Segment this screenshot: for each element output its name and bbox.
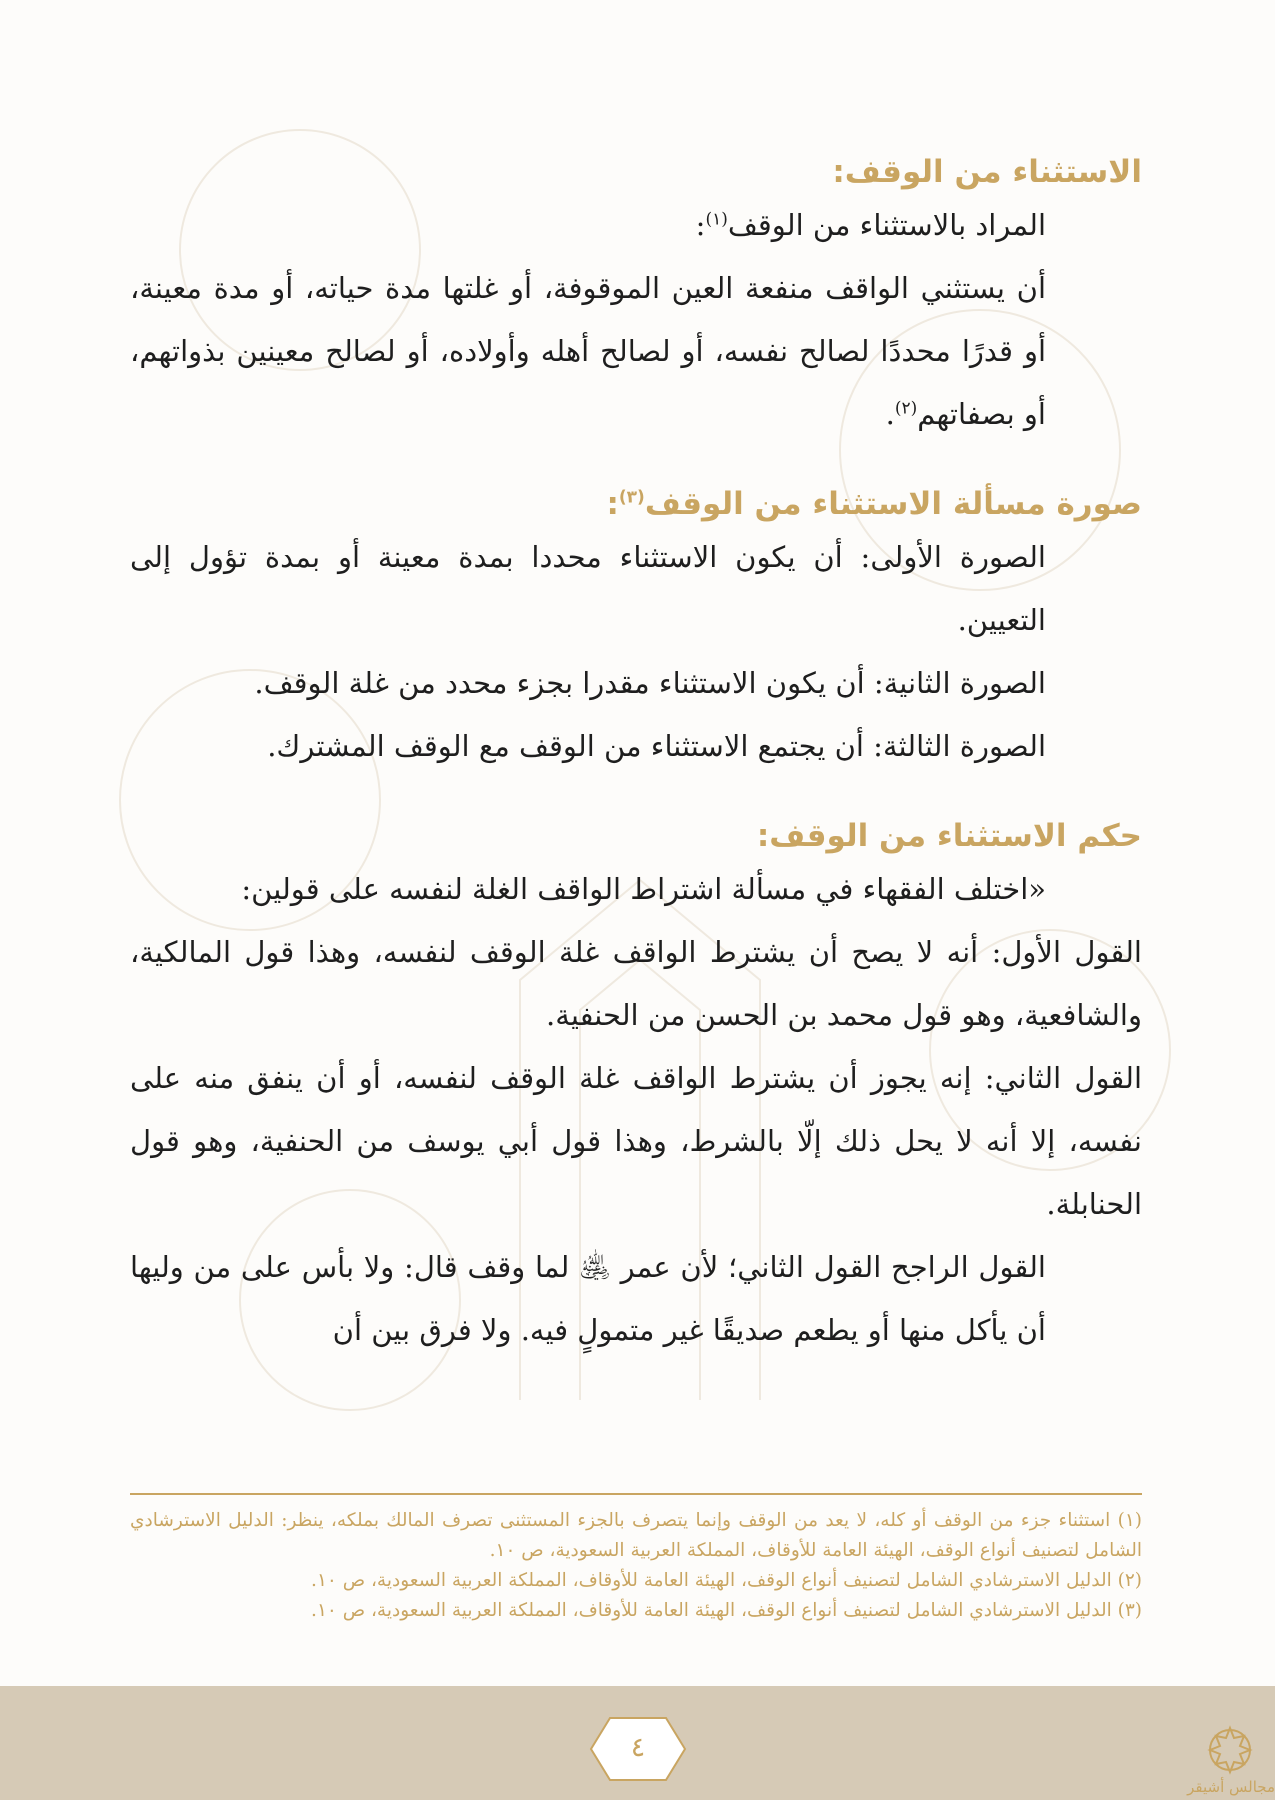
section-heading-istithna: الاستثناء من الوقف: [832, 154, 1142, 190]
paragraph: الصورة الثالثة: أن يجتمع الاستثناء من الوقف مع الوقف المشترك. [267, 729, 1046, 763]
paragraph: القول الثاني: إنه يجوز أن يشترط الواقف غلة الوقف لنفسه، أو أن ينفق منه على نفسه، إلا أنه لا يحل ذلك إلّا بالشرط، وهذا قول أبي يوسف من الحنفية، وهو قول الحنابلة. [130, 1061, 1142, 1221]
page-number: ٤ [630, 1732, 646, 1763]
paragraph: الصورة الثانية: أن يكون الاستثناء مقدرا بجزء محدد من غلة الوقف. [254, 666, 1046, 700]
page-content [130, 150, 1142, 1362]
footnote-ref[interactable]: (٣) [618, 487, 645, 508]
footnote-divider [130, 1493, 1142, 1495]
paragraph: المراد بالاستثناء من الوقف$^{(١)}$: [695, 208, 1046, 242]
footnote-ref[interactable]: (١) [705, 209, 728, 230]
footnotes [130, 1506, 1142, 1626]
footnote-2: (٢) الدليل الاسترشادي الشامل لتصنيف أنواع الوقف، الهيئة العامة للأوقاف، المملكة العربية السعودية، ص ١٠. [311, 1570, 1142, 1591]
paragraph: أن يستثني الواقف منفعة العين الموقوفة، أو غلتها مدة حياته، أو مدة معينة، أو قدرًا محددًا لصالح نفسه، أو لصالح أهله وأولاده، أو لصالح معينين بذواتهم، أو بصفاتهم$^{(٢)}$. [130, 271, 1046, 431]
paragraph: القول الراجح القول الثاني؛ لأن عمر ﵁ لما وقف قال: ولا بأس على من وليها أن يأكل منها أو يطعم صديقًا غير متمولٍ فيه. ولا فرق بين أن [130, 1250, 1046, 1347]
logo-text: مجالس أشيقر [1187, 1778, 1275, 1796]
paragraph: القول الأول: أنه لا يصح أن يشترط الواقف غلة الوقف لنفسه، وهذا قول المالكية، والشافعية، وهو قول محمد بن الحسن من الحنفية. [130, 935, 1142, 1032]
footnote-1: (١) استثناء جزء من الوقف أو كله، لا يعد من الوقف وإنما يتصرف بالجزء المستثنى تصرف المالك بملكه، ينظر: الدليل الاسترشادي الشامل لتصنيف أنواع الوقف، الهيئة العامة للأوقاف، المملكة العربية السعودية، ص ١٠. [130, 1510, 1142, 1561]
section-heading-hukm: حكم الاستثناء من الوقف: [756, 818, 1142, 854]
section-heading-surat-masala: صورة مسألة الاستثناء من الوقف$^{(٣)}$: [606, 486, 1142, 522]
paragraph: «اختلف الفقهاء في مسألة اشتراط الواقف الغلة لنفسه على قولين: [241, 872, 1046, 906]
paragraph: الصورة الأولى: أن يكون الاستثناء محددا بمدة معينة أو بمدة تؤول إلى التعيين. [130, 540, 1046, 637]
footnote-ref[interactable]: (٢) [894, 398, 918, 419]
footnote-3: (٣) الدليل الاسترشادي الشامل لتصنيف أنواع الوقف، الهيئة العامة للأوقاف، المملكة العربية السعودية، ص ١٠. [311, 1600, 1142, 1621]
